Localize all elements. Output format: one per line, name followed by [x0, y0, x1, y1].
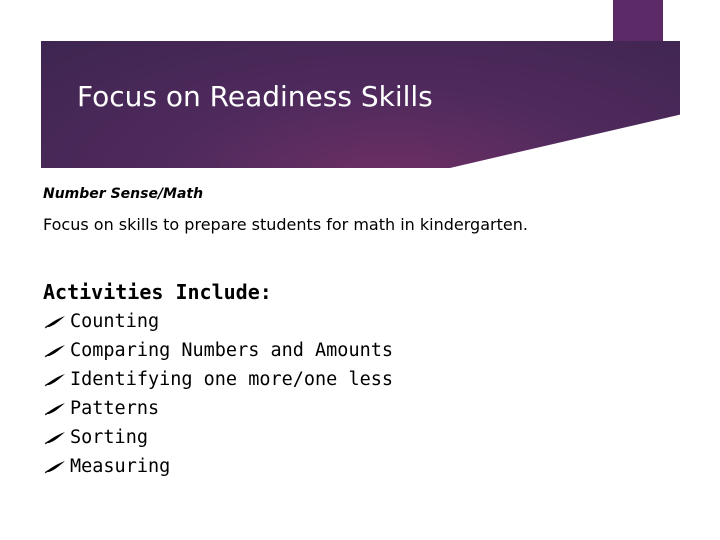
feather-bullet-icon — [43, 344, 70, 358]
list-item — [43, 336, 393, 365]
list-item-label: Sorting — [70, 427, 148, 448]
feather-bullet-icon — [43, 402, 70, 416]
feather-bullet-icon — [43, 373, 70, 387]
activity-list — [43, 307, 393, 481]
list-item — [43, 423, 393, 452]
list-item — [43, 365, 393, 394]
list-item — [43, 394, 393, 423]
list-item-label: Comparing Numbers and Amounts — [70, 340, 394, 361]
intro-text: Focus on skills to prepare students for math in kindergarten. — [43, 215, 528, 234]
list-item — [43, 452, 393, 481]
slide-title: Focus on Readiness Skills — [77, 80, 433, 113]
activities-heading: Activities Include: — [43, 280, 272, 304]
feather-bullet-icon — [43, 460, 70, 474]
list-item — [43, 307, 393, 336]
list-item-label: Patterns — [70, 398, 160, 419]
list-item-label: Measuring — [70, 456, 171, 477]
feather-bullet-icon — [43, 315, 70, 329]
feather-bullet-icon — [43, 431, 70, 445]
list-item-label: Identifying one more/one less — [70, 369, 394, 390]
section-subtitle: Number Sense/Math — [43, 186, 204, 202]
list-item-label: Counting — [70, 311, 160, 332]
